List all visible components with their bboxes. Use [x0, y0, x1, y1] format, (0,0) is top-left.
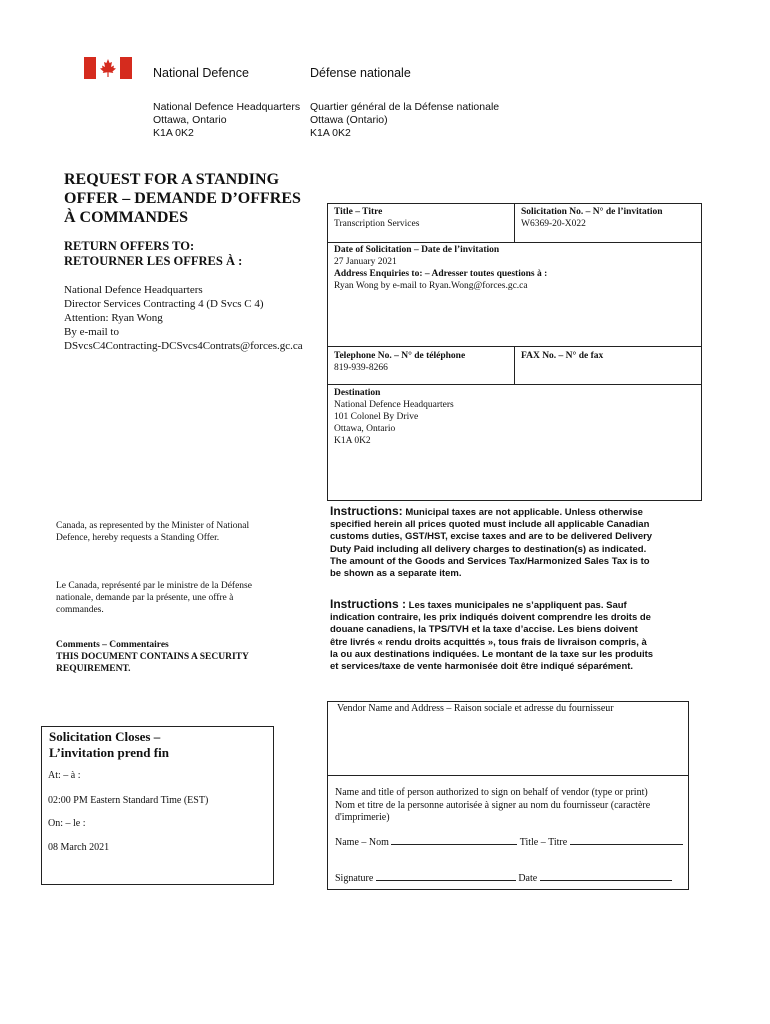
return-offers-heading: [64, 239, 242, 269]
instructions-heading: Instructions :: [330, 597, 407, 611]
fax-cell: [515, 348, 701, 364]
signature-field[interactable]: [376, 871, 516, 881]
solicitation-number-label: Solicitation No. – N° de l’invitation: [521, 207, 663, 217]
enquiries-label: Address Enquiries to: – Adresser toutes questions à :: [334, 269, 548, 279]
auth-line: Name and title of person authorized to sign on behalf of vendor (type or print): [335, 787, 648, 798]
closes-title-line: Solicitation Closes –: [49, 729, 161, 744]
fax-label: FAX No. – N° de fax: [521, 351, 604, 361]
destination-line: Ottawa, Ontario: [334, 424, 396, 434]
address-line: Ottawa (Ontario): [310, 114, 388, 126]
solicitation-date-label: Date of Solicitation – Date de l’invitation: [334, 245, 500, 255]
address-line: K1A 0K2: [310, 127, 351, 139]
solicitation-date-value: 27 January 2021: [334, 257, 397, 267]
title-value: Transcription Services: [334, 219, 420, 229]
closing-on-label: On: – le :: [48, 818, 86, 829]
return-line: Attention: Ryan Wong: [64, 312, 163, 324]
date-label: Date: [518, 873, 538, 884]
return-email: DSvcsC4Contracting-DCSvcs4Contrats@forces.gc.ca: [64, 340, 303, 352]
department-name-fr: Défense nationale: [310, 66, 411, 80]
return-line: Director Services Contracting 4 (D Svcs C 4): [64, 298, 264, 310]
solicitation-info-grid: [327, 203, 702, 501]
heading-line: RETURN OFFERS TO:: [64, 239, 195, 253]
document-title: [64, 170, 301, 227]
instructions-text: Les taxes municipales ne s’appliquent pas. Sauf indication contraire, les prix indiqués doivent comprendre les droits de douane canadiens, la TPS/TVH et la taxe d’accise. Les biens doivent être livrés « rendu droits acquittés », tous frais de livraison compris, à la ou aux destinations indiquées. Le montant de la taxe sur les produits et services/taxe de vente harmonisée doit être indiqué séparément.: [330, 600, 654, 673]
title-line: À COMMANDES: [64, 209, 188, 226]
auth-line: Nom et titre de la personne autorisée à signer au nom du fournisseur (caractère: [335, 799, 651, 811]
instructions-en: [330, 505, 655, 580]
telephone-value: 819-939-8266: [334, 363, 388, 373]
solicitation-number-cell: [515, 204, 701, 232]
instructions-heading: Instructions:: [330, 504, 403, 518]
name-label: Name – Nom: [335, 837, 389, 848]
destination-cell: [328, 385, 700, 449]
closing-date: 08 March 2021: [48, 842, 110, 853]
canada-flag-icon: [84, 57, 132, 79]
solicitation-closes-title: [49, 729, 169, 761]
authorized-person-text: [335, 787, 650, 825]
heading-line: RETOURNER LES OFFRES À :: [64, 254, 243, 268]
telephone-cell: [328, 348, 514, 376]
solicitation-number-value: W6369-20-X022: [521, 219, 586, 229]
solicitation-date-cell: [328, 242, 700, 294]
closing-at-label: At: – à :: [48, 770, 81, 781]
name-title-row: [335, 835, 683, 848]
department-name-en: National Defence: [153, 66, 249, 80]
legal-statement-fr: Le Canada, représenté par le ministre de la Défense nationale, demande par la présente, une offre à commandes.: [56, 581, 252, 615]
instructions-fr: [330, 598, 655, 673]
title-field[interactable]: [570, 835, 683, 845]
security-note: REQUIREMENT.: [56, 664, 131, 674]
auth-line: d'imprimerie): [335, 812, 390, 823]
title-label: Title – Titre: [334, 207, 383, 217]
telephone-label: Telephone No. – N° de téléphone: [334, 351, 466, 361]
title-cell: [328, 204, 514, 232]
legal-statement-en: Canada, as represented by the Minister of National Defence, hereby requests a Standing Offer.: [56, 521, 250, 543]
closes-title-line: L’invitation prend fin: [49, 745, 169, 760]
header-address-en: [153, 101, 300, 140]
destination-line: K1A 0K2: [334, 436, 371, 446]
destination-line: National Defence Headquarters: [334, 400, 454, 410]
destination-line: 101 Colonel By Drive: [334, 412, 419, 422]
address-line: K1A 0K2: [153, 127, 194, 139]
return-line: By e-mail to: [64, 326, 119, 338]
security-note: THIS DOCUMENT CONTAINS A SECURITY: [56, 652, 249, 662]
address-line: National Defence Headquarters: [153, 101, 301, 113]
return-offers-address: [64, 283, 303, 353]
comments-label: Comments – Commentaires: [56, 640, 169, 650]
header-address-fr: [310, 101, 499, 140]
name-field[interactable]: [391, 835, 517, 845]
vendor-label: Vendor Name and Address – Raison sociale et adresse du fournisseur: [337, 703, 614, 714]
destination-label: Destination: [334, 388, 381, 398]
enquiries-value: Ryan Wong by e-mail to Ryan.Wong@forces.gc.ca: [334, 281, 528, 291]
divider: [327, 775, 688, 776]
date-field[interactable]: [540, 871, 672, 881]
title-line: OFFER – DEMANDE D’OFFRES: [64, 190, 301, 207]
closing-time: 02:00 PM Eastern Standard Time (EST): [48, 795, 209, 806]
return-line: National Defence Headquarters: [64, 284, 203, 296]
instructions-text: Municipal taxes are not applicable. Unless otherwise specified herein all prices quoted must include all applicable Canadian customs duties, GST/HST, excise taxes and are to be delivered Delivery Duty Paid including all delivery charges to destination(s) as indicated. The amount of the Goods and Services Tax/Harmonized Sales Tax is to be shown as a separate item.: [330, 507, 653, 580]
signature-label: Signature: [335, 873, 374, 884]
title-line: REQUEST FOR A STANDING: [64, 171, 280, 188]
comments-block: [56, 639, 249, 675]
address-line: Quartier général de la Défense nationale: [310, 101, 500, 113]
title-label: Title – Titre: [519, 837, 568, 848]
signature-date-row: [335, 871, 672, 884]
address-line: Ottawa, Ontario: [153, 114, 227, 126]
